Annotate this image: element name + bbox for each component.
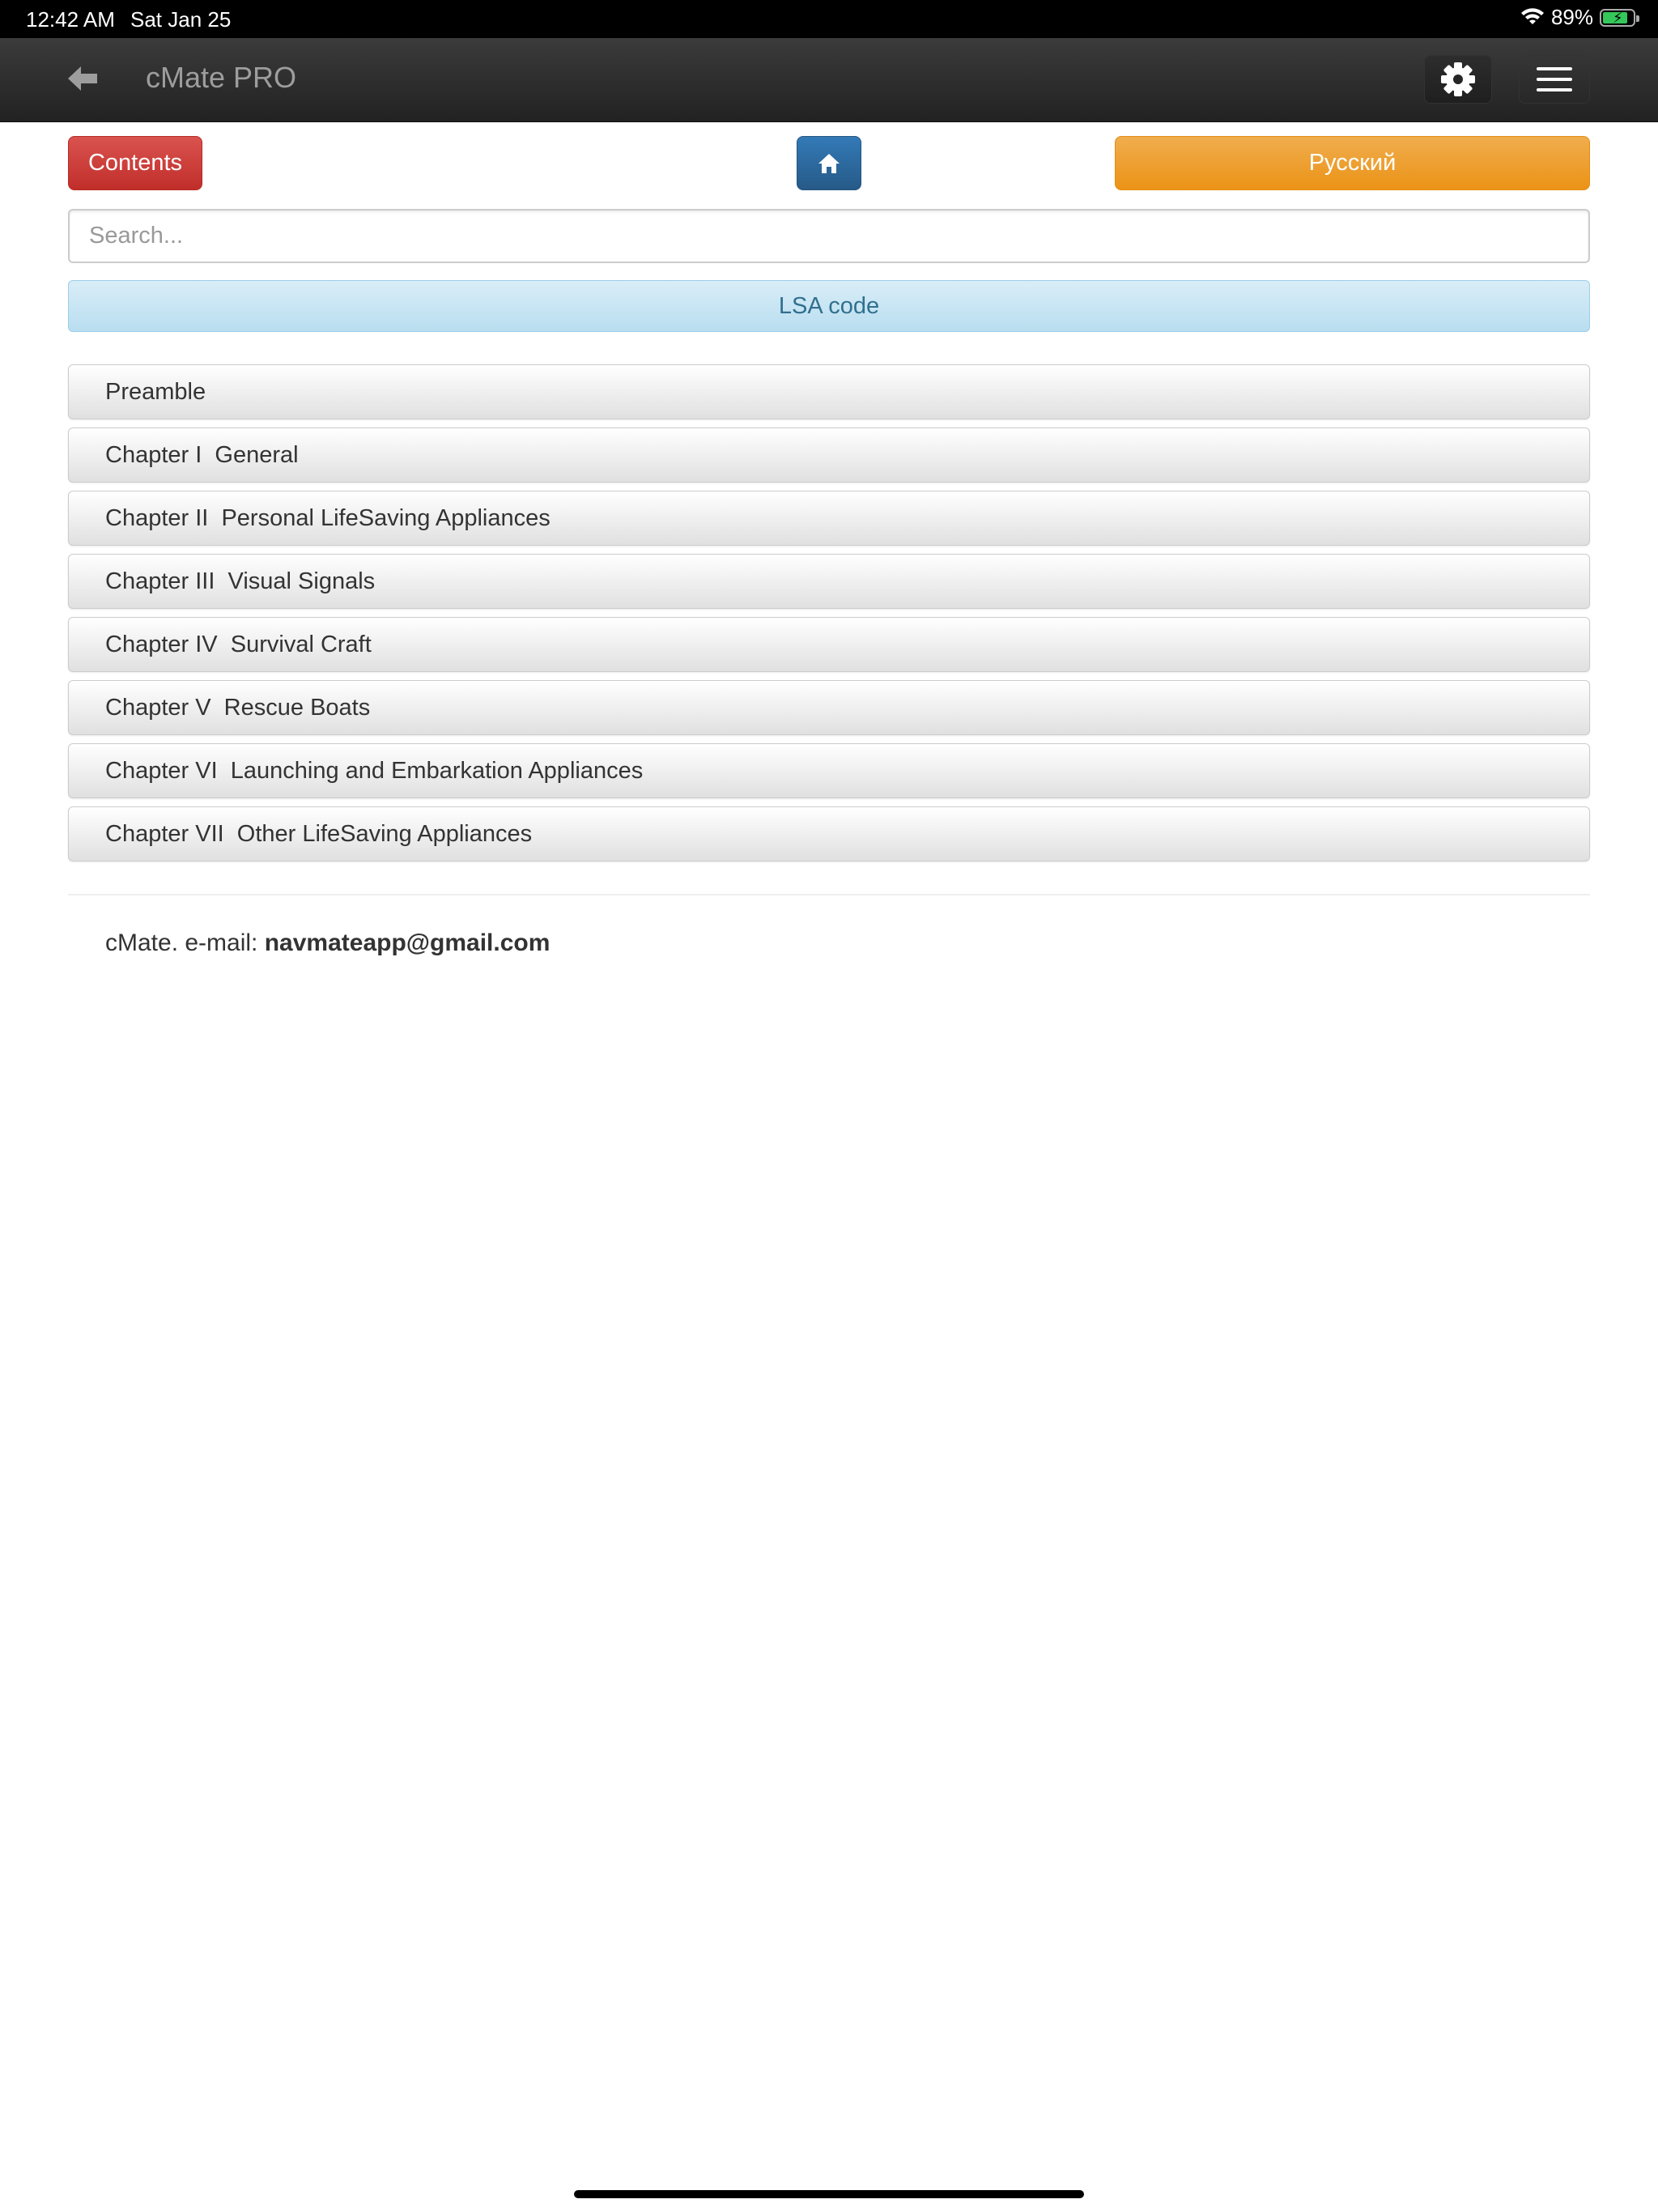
- list-item-preamble[interactable]: Preamble: [68, 364, 1590, 419]
- footer-divider: [68, 894, 1590, 895]
- status-date: Sat Jan 25: [130, 7, 232, 32]
- settings-button[interactable]: [1424, 55, 1492, 104]
- gear-icon: [1439, 61, 1477, 98]
- search-input[interactable]: [68, 209, 1590, 263]
- chapter-list: [68, 364, 1590, 870]
- footer-email[interactable]: navmateapp@gmail.com: [264, 929, 551, 956]
- list-item-chapter-4[interactable]: Chapter IV Survival Craft: [68, 617, 1590, 672]
- contents-button[interactable]: Contents: [68, 136, 202, 190]
- status-time: 12:42 AM: [26, 7, 115, 32]
- list-item-chapter-7[interactable]: Chapter VII Other LifeSaving Appliances: [68, 806, 1590, 861]
- app-title: cMate PRO: [146, 61, 297, 94]
- arrow-left-icon: [66, 62, 99, 95]
- section-title: LSA code: [68, 280, 1590, 332]
- app-navbar: [0, 38, 1658, 122]
- list-item-chapter-6[interactable]: Chapter VI Launching and Embarkation Appliances: [68, 743, 1590, 798]
- battery-icon: [1600, 9, 1635, 27]
- battery-nub: [1636, 15, 1639, 22]
- list-item-chapter-5[interactable]: Chapter V Rescue Boats: [68, 680, 1590, 735]
- wifi-icon: [1520, 8, 1545, 28]
- home-icon: [817, 152, 841, 175]
- status-right: [1520, 5, 1635, 30]
- home-indicator: [574, 2190, 1084, 2198]
- list-item-chapter-2[interactable]: Chapter II Personal LifeSaving Appliances: [68, 491, 1590, 546]
- back-button[interactable]: [66, 62, 99, 95]
- list-item-chapter-3[interactable]: Chapter III Visual Signals: [68, 554, 1590, 609]
- language-button[interactable]: Русский: [1115, 136, 1590, 190]
- home-button[interactable]: [797, 136, 861, 190]
- list-item-chapter-1[interactable]: Chapter I General: [68, 428, 1590, 483]
- hamburger-menu-icon-bar: [1537, 78, 1572, 81]
- hamburger-menu-icon-bar: [1537, 67, 1572, 70]
- battery-percent: 89%: [1550, 5, 1593, 29]
- status-bar: [0, 0, 1658, 38]
- footer-prefix: cMate. e-mail:: [105, 929, 265, 956]
- hamburger-menu-icon-bar: [1537, 88, 1572, 91]
- charging-bolt-icon: ⚡: [1613, 9, 1623, 26]
- footer: [105, 929, 550, 957]
- menu-button[interactable]: [1519, 55, 1590, 104]
